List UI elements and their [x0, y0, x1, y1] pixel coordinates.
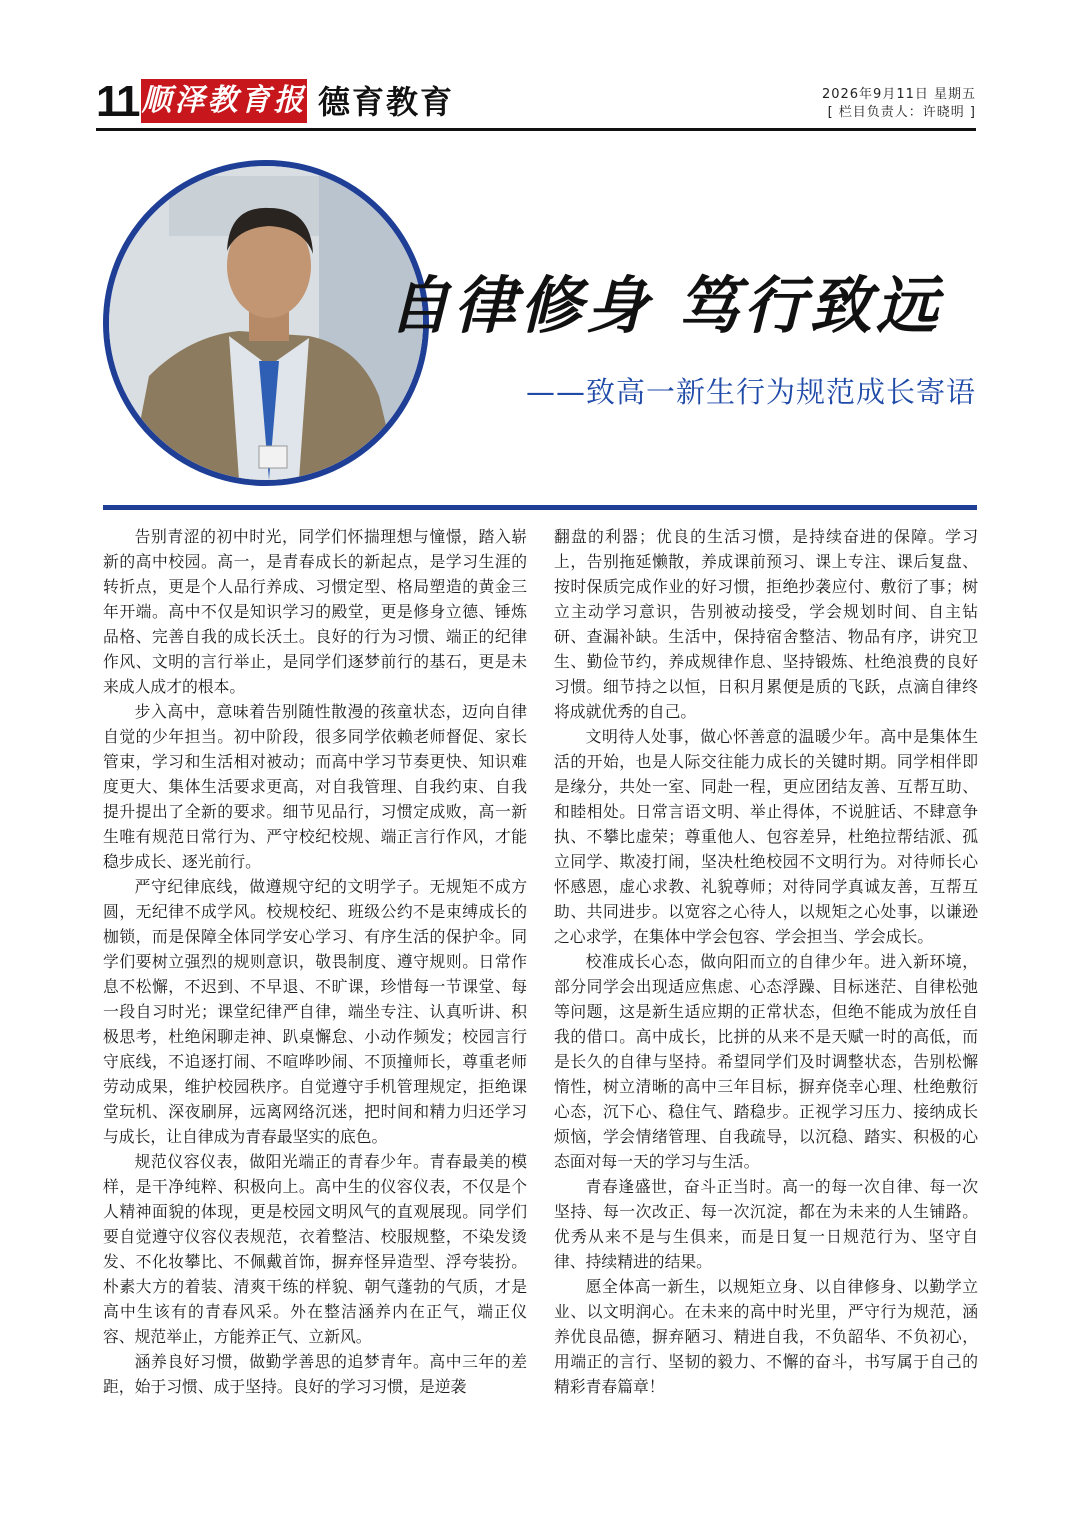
- paragraph: 青春逢盛世，奋斗正当时。高一的每一次自律、每一次坚持、每一次改正、每一次沉淀，都在为未来的人生铺路。优秀从来不是与生俱来，而是日复一日规范行为、坚守自律、持续精进的结果。: [554, 1177, 978, 1271]
- article-column-left: [103, 524, 527, 1399]
- author-portrait: [103, 160, 429, 486]
- title-divider: [103, 505, 977, 510]
- paragraph: 严守纪律底线，做遵规守纪的文明学子。无规矩不成方圆，无纪律不成学风。校规校纪、班级公约不是束缚成长的枷锁，而是保障全体同学安心学习、有序生活的保护伞。同学们要树立强烈的规则意识，敬畏制度、遵守规则。日常作息不松懈，不迟到、不早退、不旷课，珍惜每一节课堂、每一段自习时光；课堂纪律严自律，端坐专注、认真听讲、积极思考，杜绝闲聊走神、趴桌懈怠、小动作频发；校园言行守底线，不追逐打闹、不喧哗吵闹、不顶撞师长，尊重老师劳动成果，维护校园秩序。自觉遵守手机管理规定，拒绝课堂玩机、深夜刷屏，远离网络沉迷，把时间和精力归还学习与成长，让自律成为青春最坚实的底色。: [103, 877, 527, 1146]
- header-divider: [96, 128, 976, 131]
- paragraph: 文明待人处事，做心怀善意的温暖少年。高中是集体生活的开始，也是人际交往能力成长的关键时期。同学相伴即是缘分，共处一室、同赴一程，更应团结友善、互帮互助、和睦相处。日常言语文明、举止得体，不说脏话、不肆意争执、不攀比虚荣；尊重他人、包容差异，杜绝拉帮结派、孤立同学、欺凌打闹，坚决杜绝校园不文明行为。对待师长心怀感恩，虚心求教、礼貌尊师；对待同学真诚友善，互帮互助、共同进步。以宽容之心待人，以规矩之心处事，以谦逊之心求学，在集体中学会包容、学会担当、学会成长。: [554, 727, 978, 946]
- article-subtitle: ——致高一新生行为规范成长寄语: [525, 375, 976, 409]
- paragraph: 校准成长心态，做向阳而立的自律少年。进入新环境，部分同学会出现适应焦虑、心态浮躁、目标迷茫、自律松弛等问题，这是新生适应期的正常状态，但绝不能成为放任自我的借口。高中成长，比拼的从来不是天赋一时的高低，而是长久的自律与坚持。希望同学们及时调整状态，告别松懈惰性，树立清晰的高中三年目标，摒弃侥幸心理、杜绝敷衍心态，沉下心、稳住气、踏稳步。正视学习压力、接纳成长烦恼，学会情绪管理、自我疏导，以沉稳、踏实、积极的心态面对每一天的学习与生活。: [554, 952, 978, 1171]
- paragraph: 告别青涩的初中时光，同学们怀揣理想与憧憬，踏入崭新的高中校园。高一，是青春成长的新起点，是学习生涯的转折点，更是个人品行养成、习惯定型、格局塑造的黄金三年开端。高中不仅是知识学习的殿堂，更是修身立德、锤炼品格、完善自我的成长沃土。良好的行为习惯、端正的纪律作风、文明的言行举止，是同学们逐梦前行的基石，更是未来成人成才的根本。: [103, 527, 527, 696]
- article-title: 自律修身 笃行致远: [388, 269, 942, 342]
- paragraph: 步入高中，意味着告别随性散漫的孩童状态，迈向自律自觉的少年担当。初中阶段，很多同学依赖老师督促、家长管束，学习和生活相对被动；而高中学习节奏更快、知识难度更大、集体生活要求更高，对自我管理、自我约束、自我提升提出了全新的要求。细节见品行，习惯定成败，高一新生唯有规范日常行为、严守校纪校规、端正言行作风，才能稳步成长、逐光前行。: [103, 702, 527, 871]
- paragraph: 涵养良好习惯，做勤学善思的追梦青年。高中三年的差距，始于习惯、成于坚持。良好的学习习惯，是逆袭: [103, 1352, 527, 1396]
- article-column-right: [554, 524, 978, 1399]
- paragraph: 愿全体高一新生，以规矩立身、以自律修身、以勤学立业、以文明润心。在未来的高中时光里，严守行为规范，涵养优良品德，摒弃陋习、精进自我，不负韶华、不负初心，用端正的言行、坚韧的毅力、不懈的奋斗，书写属于自己的精彩青春篇章！: [554, 1277, 978, 1396]
- paragraph: 规范仪容仪表，做阳光端正的青春少年。青春最美的模样，是干净纯粹、积极向上。高中生的仪容仪表，不仅是个人精神面貌的体现，更是校园文明风气的直观展现。同学们要自觉遵守仪容仪表规范，衣着整洁、校服规整，不染发烫发、不化妆攀比、不佩戴首饰，摒弃怪异造型、浮夸装扮。朴素大方的着装、清爽干练的样貌、朝气蓬勃的气质，才是高中生该有的青春风采。外在整洁涵养内在正气，端正仪容、规范举止，方能养正气、立新风。: [103, 1152, 527, 1346]
- page-number: 11: [96, 77, 139, 126]
- newspaper-logo: 顺泽教育报: [141, 79, 307, 123]
- section-title: 德育教育: [318, 83, 455, 121]
- paragraph-continued: 翻盘的利器；优良的生活习惯，是持续奋进的保障。学习上，告别拖延懒散，养成课前预习、课上专注、课后复盘、按时保质完成作业的好习惯，拒绝抄袭应付、敷衍了事；树立主动学习意识，告别被动接受，学会规划时间、自主钻研、查漏补缺。生活中，保持宿舍整洁、物品有序，讲究卫生、勤俭节约，养成规律作息、坚持锻炼、杜绝浪费的良好习惯。细节持之以恒，日积月累便是质的飞跃，点滴自律终将成就优秀的自己。: [554, 527, 978, 721]
- portrait-illustration: [109, 166, 423, 480]
- issue-date: 2026年9月11日 星期五: [821, 87, 976, 102]
- column-editor: [ 栏目负责人：许晓明 ]: [827, 105, 976, 120]
